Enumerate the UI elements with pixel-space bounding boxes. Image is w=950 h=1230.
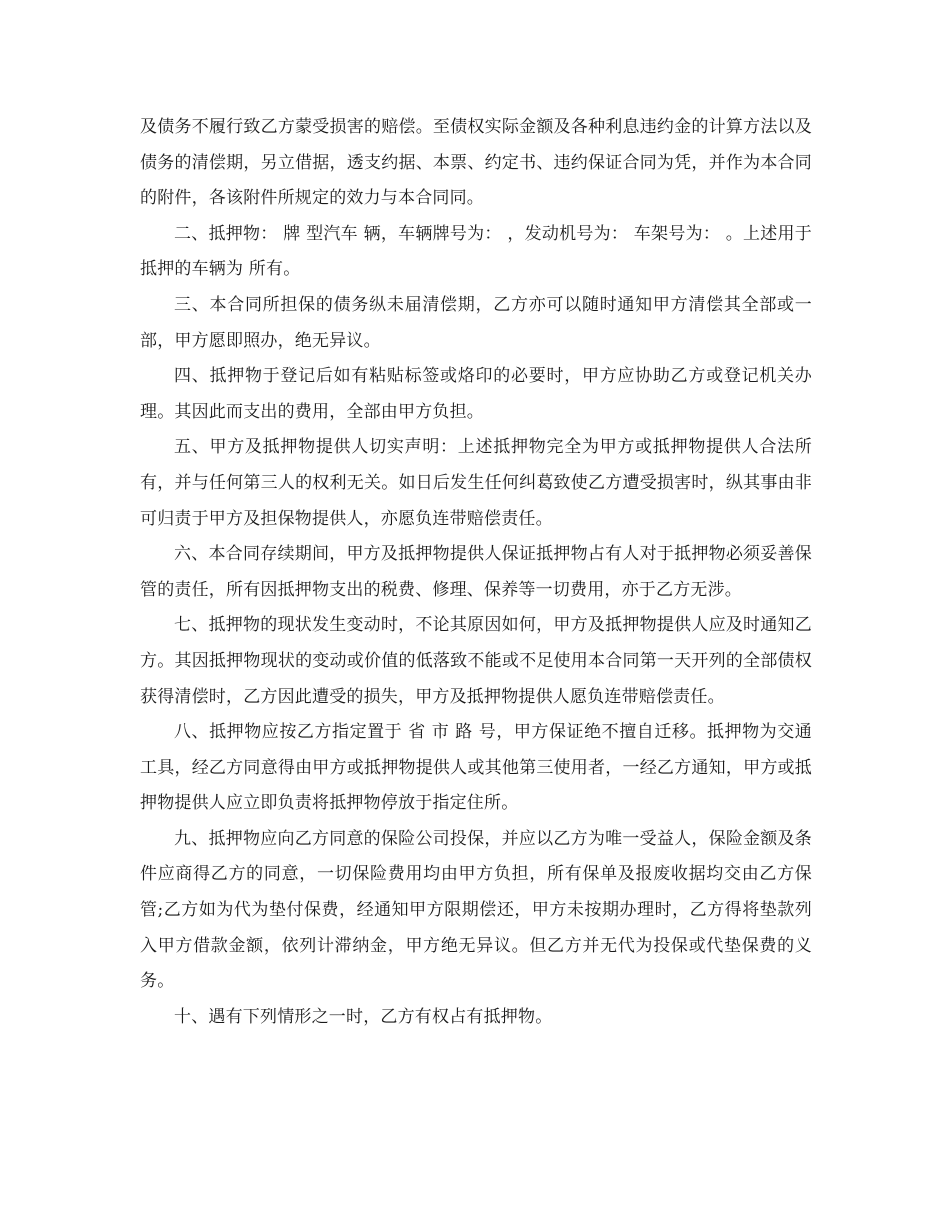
clause-4-registration: 四、抵押物于登记后如有粘贴标签或烙印的必要时，甲方应协助乙方或登记机关办理。其因此而支出的费用，全部由甲方负担。	[140, 366, 812, 422]
clause-7-status-change: 七、抵押物的现状发生变动时，不论其原因如何，甲方及抵押物提供人应及时通知乙方。其因抵押物现状的变动或价值的低落致不能或不足使用本合同第一天开列的全部债权获得清偿时，乙方因此遭受的损失，甲方及抵押物提供人愿负连带赔偿责任。	[140, 615, 812, 707]
document-body	[140, 110, 812, 1035]
clause-2-collateral: 二、抵押物： 牌 型汽车 辆，车辆牌号为： ，发动机号为： 车架号为： 。上述用于抵押的车辆为 所有。	[140, 223, 812, 280]
clause-6-custody: 六、本合同存续期间，甲方及抵押物提供人保证抵押物占有人对于抵押物必须妥善保管的责任，所有因抵押物支出的税费、修理、保养等一切费用，亦于乙方无涉。	[140, 544, 812, 600]
clause-5-declaration: 五、甲方及抵押物提供人切实声明：上述抵押物完全为甲方或抵押物提供人合法所有，并与任何第三人的权利无关。如日后发生任何纠葛致使乙方遭受损害时，纵其事由非可归责于甲方及担保物提供人，亦愿负连带赔偿责任。	[140, 437, 812, 529]
clause-8-location: 八、抵押物应按乙方指定置于 省 市 路 号，甲方保证绝不擅自迁移。抵押物为交通工具，经乙方同意得由甲方或抵押物提供人或其他第三使用者，一经乙方通知，甲方或抵押物提供人应立即负责将抵押物停放于指定住所。	[140, 722, 812, 814]
clause-9-insurance: 九、抵押物应向乙方同意的保险公司投保，并应以乙方为唯一受益人，保险金额及条件应商得乙方的同意，一切保险费用均由甲方负担，所有保单及报废收据均交由乙方保管;乙方如为代为垫付保费，经通知甲方限期偿还，甲方未按期办理时，乙方得将垫款列入甲方借款金额，依列计滞纳金，甲方绝无异议。但乙方并无代为投保或代垫保费的义务。	[140, 828, 812, 992]
paragraph-continuation: 及债务不履行致乙方蒙受损害的赔偿。至债权实际金额及各种利息违约金的计算方法以及债务的清偿期，另立借据，透支约据、本票、约定书、违约保证合同为凭，并作为本合同的附件，各该附件所规定的效力与本合同同。	[140, 117, 812, 209]
clause-3-early-repayment: 三、本合同所担保的债务纵未届清偿期，乙方亦可以随时通知甲方清偿其全部或一部，甲方愿即照办，绝无异议。	[140, 294, 812, 351]
clause-10-possession: 十、遇有下列情形之一时，乙方有权占有抵押物。	[174, 1006, 553, 1027]
